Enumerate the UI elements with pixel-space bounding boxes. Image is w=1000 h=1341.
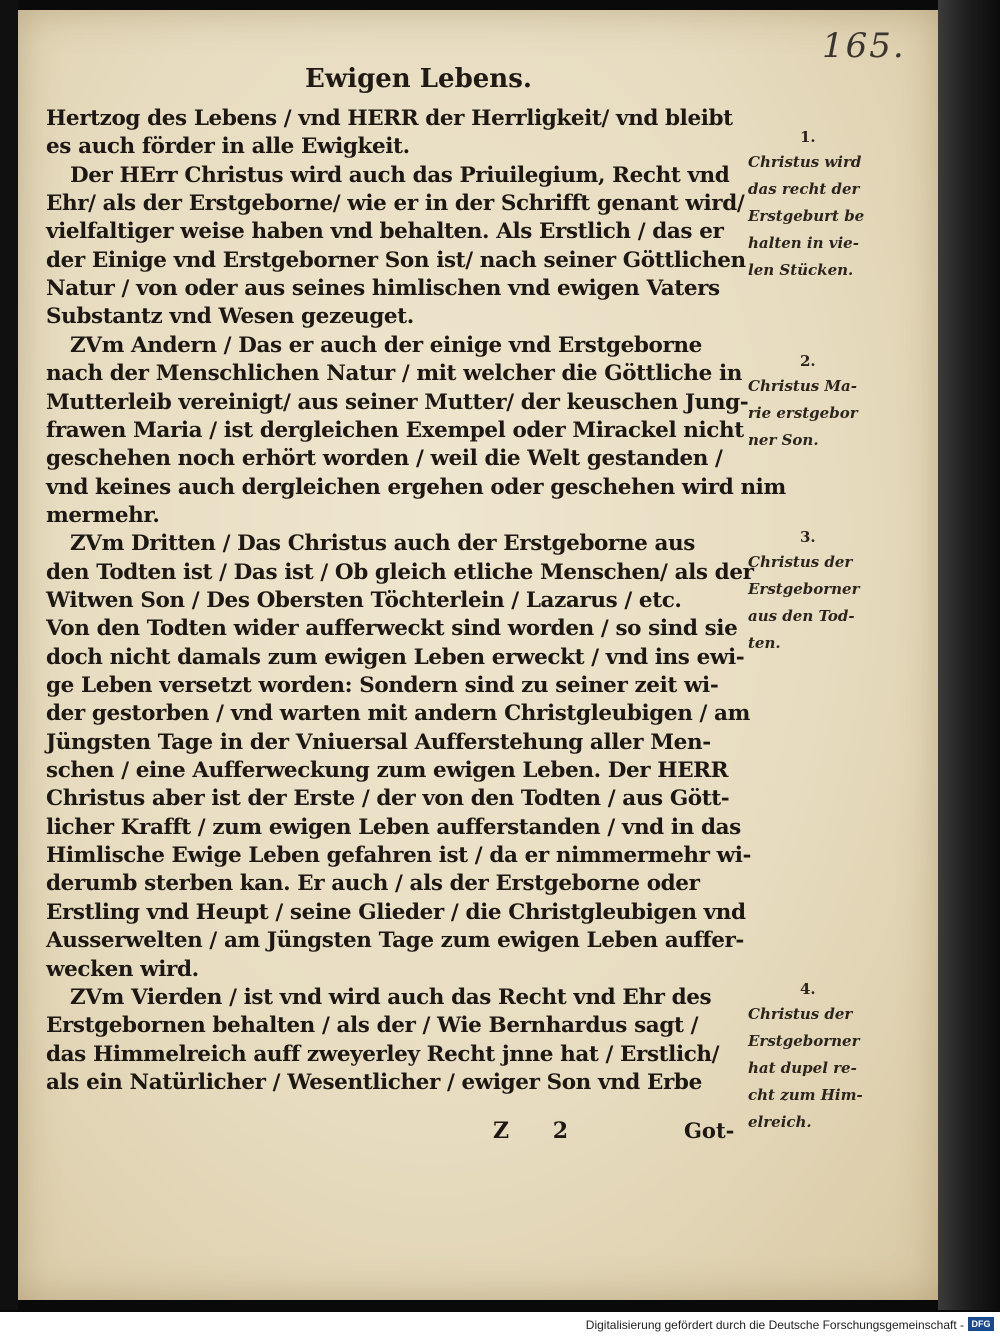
dfg-logo: DFG bbox=[968, 1317, 994, 1331]
margin-note-line: Erstgeborner bbox=[748, 580, 860, 598]
margin-note-line: halten in vie- bbox=[748, 234, 859, 252]
text-line: Hertzog des Lebens / vnd HERR der Herrligkeit/ vnd bleibt bbox=[46, 106, 733, 131]
margin-note-line: Christus der bbox=[748, 1005, 853, 1023]
margin-note-line: cht zum Him- bbox=[748, 1086, 863, 1104]
text-line: Der HErr Christus wird auch das Priuilegium, Recht vnd bbox=[70, 162, 730, 188]
running-head: Ewigen Lebens. bbox=[305, 64, 532, 94]
text-line: Witwen Son / Des Obersten Töchterlein / Lazarus / etc. bbox=[46, 587, 682, 613]
text-line: derumb sterben kan. Er auch / als der Erstgeborne oder bbox=[46, 871, 700, 897]
text-line: ZVm Andern / Das er auch der einige vnd Erstgeborne bbox=[70, 332, 702, 358]
margin-note-line: Christus wird bbox=[748, 153, 862, 171]
text-line: schen / eine Aufferweckung zum ewigen Leben. Der HERR bbox=[46, 758, 729, 784]
catchword: Got- bbox=[684, 1118, 735, 1143]
text-line: Natur / von oder aus seines himlischen vnd ewigen Vaters bbox=[46, 276, 720, 302]
text-line: doch nicht damals zum ewigen Leben erweckt / vnd ins ewi- bbox=[46, 644, 745, 670]
text-line: mermehr. bbox=[46, 502, 160, 528]
text-line: ZVm Vierden / ist vnd wird auch das Recht vnd Ehr des bbox=[70, 984, 712, 1010]
text-line: nach der Menschlichen Natur / mit welcher die Göttliche in bbox=[46, 361, 743, 387]
text-line: ge Leben versetzt worden: Sondern sind zu seiner zeit wi- bbox=[46, 673, 719, 698]
text-line: Himlische Ewige Leben gefahren ist / da er nimmermehr wi- bbox=[46, 843, 752, 869]
scan-right-edge bbox=[938, 0, 1000, 1310]
margin-note-line: aus den Tod- bbox=[748, 607, 855, 625]
folio-number: 165. bbox=[822, 26, 906, 66]
text-line: es auch förder in alle Ewigkeit. bbox=[46, 134, 410, 160]
margin-note-number: 1. bbox=[800, 128, 816, 146]
text-line: Substantz vnd Wesen gezeuget. bbox=[46, 304, 414, 330]
margin-note-line: ten. bbox=[748, 634, 781, 652]
text-line: Erstgebornen behalten / als der / Wie Bernhardus sagt / bbox=[46, 1013, 699, 1039]
text-line: geschehen noch erhört worden / weil die Welt gestanden / bbox=[46, 446, 723, 472]
footer-credit: Digitalisierung gefördert durch die Deutsche Forschungsgemeinschaft - bbox=[585, 1318, 964, 1332]
margin-note-line: Erstgeburt be bbox=[748, 207, 865, 225]
text-line: wecken wird. bbox=[46, 956, 199, 982]
text-line: Erstling vnd Heupt / seine Glieder / die Christgleubigen vnd bbox=[46, 899, 746, 925]
text-line: als ein Natürlicher / Wesentlicher / ewiger Son vnd Erbe bbox=[46, 1069, 702, 1095]
text-line: Ausserwelten / am Jüngsten Tage zum ewigen Leben auffer- bbox=[46, 928, 744, 954]
scan-left-edge bbox=[0, 0, 18, 1310]
text-line: ZVm Dritten / Das Christus auch der Erstgeborne aus bbox=[70, 531, 695, 557]
margin-note-number: 2. bbox=[800, 352, 816, 370]
margin-note-line: Christus Ma- bbox=[748, 377, 857, 395]
margin-note-line: Erstgeborner bbox=[748, 1032, 860, 1050]
text-line: vnd keines auch dergleichen ergehen oder geschehen wird nim bbox=[46, 474, 786, 500]
text-line: Jüngsten Tage in der Vniuersal Aufferstehung aller Men- bbox=[46, 729, 711, 755]
text-line: licher Krafft / zum ewigen Leben aufferstanden / vnd in das bbox=[46, 814, 741, 840]
text-line: Ehr/ als der Erstgeborne/ wie er in der Schrifft genant wird/ bbox=[46, 191, 745, 217]
margin-note-line: elreich. bbox=[748, 1113, 812, 1131]
text-line: Christus aber ist der Erste / der von den Todten / aus Gött- bbox=[46, 786, 730, 812]
text-line: den Todten ist / Das ist / Ob gleich etliche Menschen/ als der bbox=[46, 559, 754, 585]
margin-note-line: ner Son. bbox=[748, 431, 819, 449]
text-line: frawen Maria / ist dergleichen Exempel oder Mirackel nicht bbox=[46, 417, 744, 443]
text-line: Von den Todten wider aufferweckt sind worden / so sind sie bbox=[46, 616, 738, 642]
margin-note-line: Christus der bbox=[748, 553, 853, 571]
margin-note-line: len Stücken. bbox=[748, 261, 854, 279]
margin-note-line: hat dupel re- bbox=[748, 1059, 857, 1077]
margin-note-line: rie erstgebor bbox=[748, 404, 858, 422]
margin-note-line: das recht der bbox=[748, 180, 860, 198]
text-line: der Einige vnd Erstgeborner Son ist/ nach seiner Göttlichen bbox=[46, 247, 746, 273]
margin-note-number: 4. bbox=[800, 980, 816, 998]
text-line: vielfaltiger weise haben vnd behalten. Als Erstlich / das er bbox=[46, 219, 724, 245]
text-line: der gestorben / vnd warten mit andern Christgleubigen / am bbox=[46, 701, 750, 727]
margin-note-number: 3. bbox=[800, 528, 816, 546]
signature-mark: Z 2 bbox=[493, 1118, 587, 1144]
text-line: das Himmelreich auff zweyerley Recht jnne hat / Erstlich/ bbox=[46, 1041, 720, 1067]
text-line: Mutterleib vereinigt/ aus seiner Mutter/ der keuschen Jung- bbox=[46, 389, 749, 415]
